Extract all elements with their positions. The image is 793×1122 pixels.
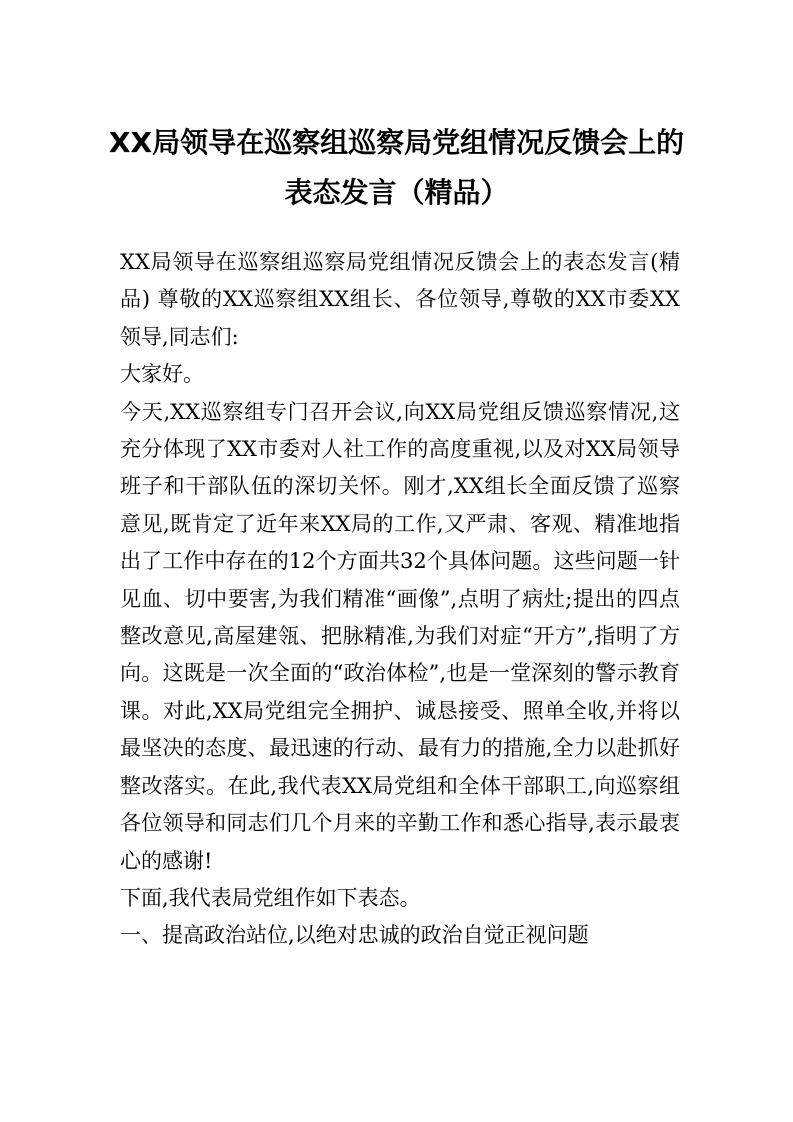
paragraph-statement-intro: 下面,我代表局党组作如下表态。 — [120, 885, 421, 910]
document-title: XX局领导在巡察组巡察局党组情况反馈会上的表态发言（精品） — [108, 126, 685, 209]
paragraph-main: 今天,XX巡察组专门召开会议,向XX局党组反馈巡察情况,这充分体现了XX市委对人社工作的高度重视,以及对XX局领导班子和干部队伍的深切关怀。刚才,XX组长全面反馈了巡察意见,既肯定了近年来XX局的工作,又严肃、客观、精准地指出了工作中存在的12个方面共32个具体问题。这些问题一针见血、切中要害,为我们精准“画像”,点明了病灶;提出的四点整改意见,高屋建瓴、把脉精准,为我们对症“开方”,指明了方向。这既是一次全面的“政治体检”,也是一堂深刻的警示教育课。对此,XX局党组完全拥护、诚恳接受、照单全收,并将以最坚决的态度、最迅速的行动、最有力的措施,全力以赴抓好整改落实。在此,我代表XX局党组和全体干部职工,向巡察组各位领导和同志们几个月来的辛勤工作和悉心指导,表示最衷心的感谢! — [120, 399, 680, 873]
paragraph-greeting: 大家好。 — [120, 362, 204, 387]
document-body — [120, 244, 680, 955]
paragraph-salutation: XX局领导在巡察组巡察局党组情况反馈会上的表态发言(精品) 尊敬的XX巡察组XX组长、各位领导,尊敬的XX市委XX领导,同志们: — [120, 250, 680, 349]
section-heading-1: 一、提高政治站位,以绝对忠诚的政治自觉正视问题 — [120, 923, 589, 948]
